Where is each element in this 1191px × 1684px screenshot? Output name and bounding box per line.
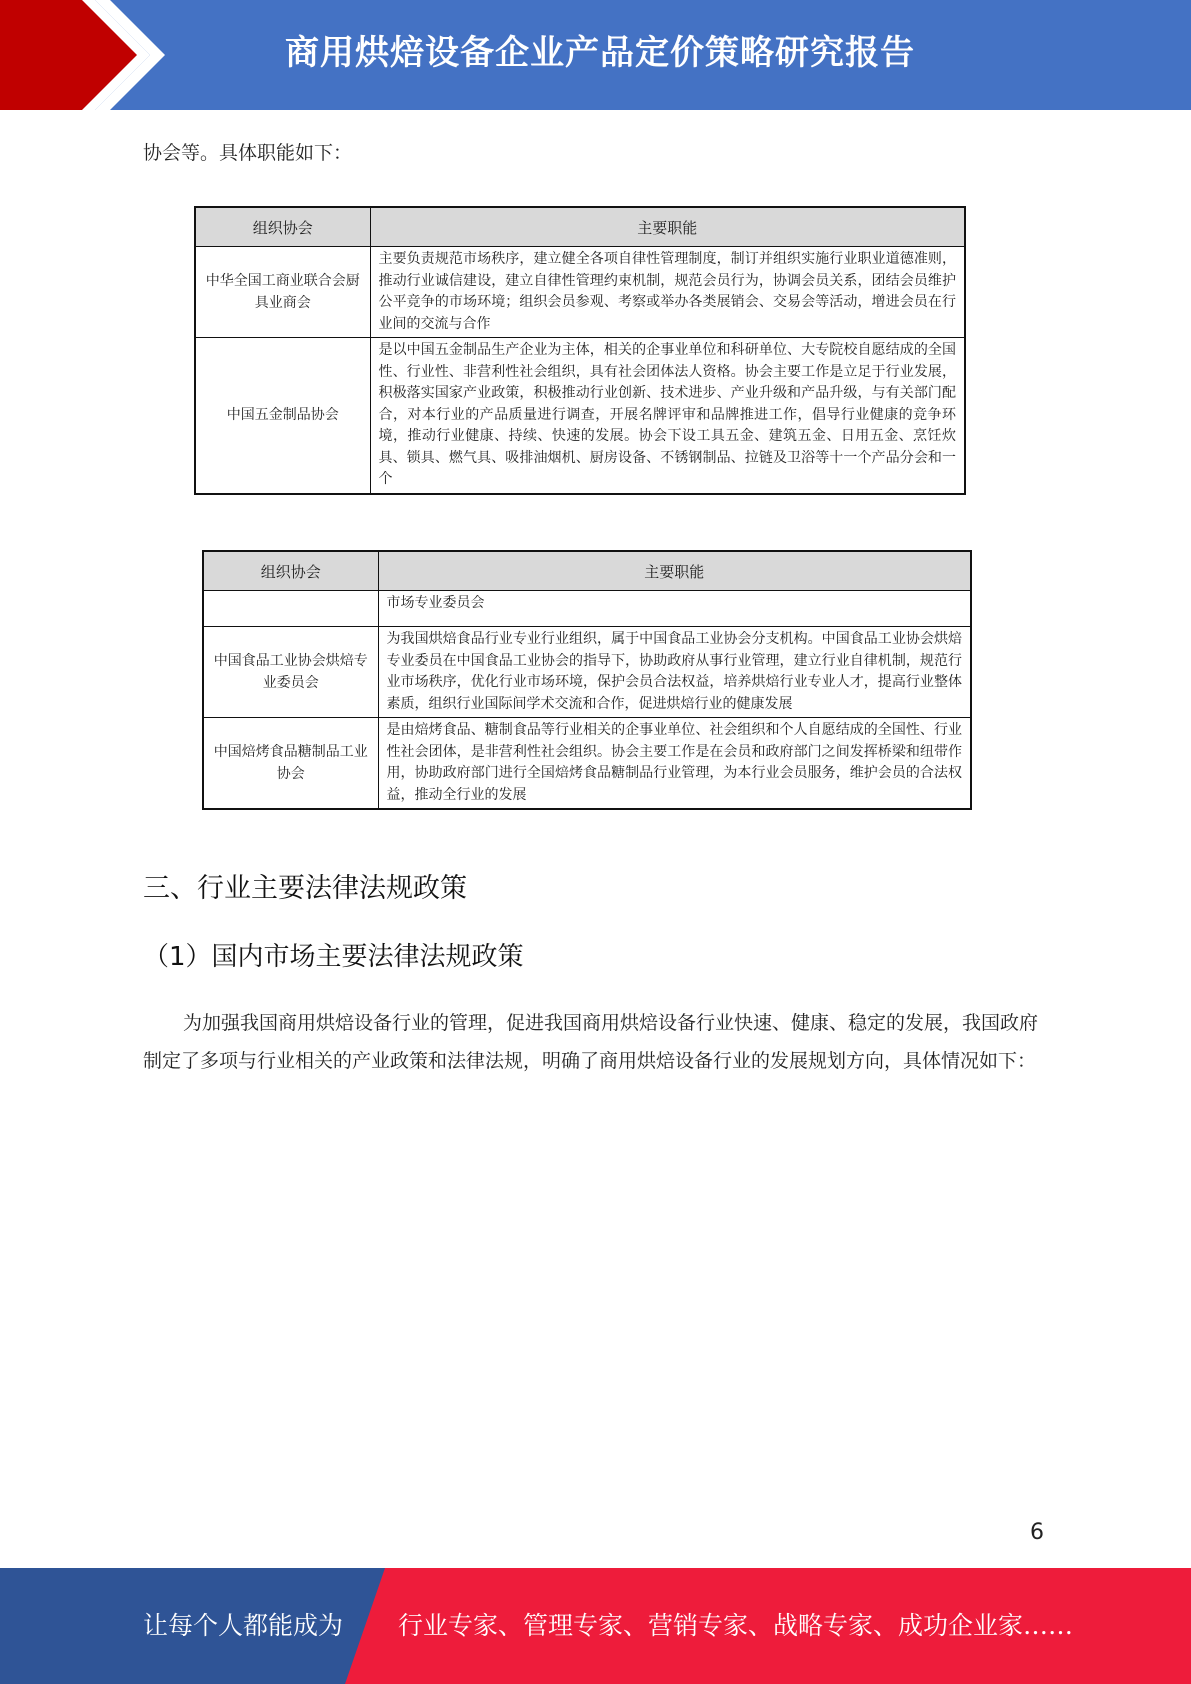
org-function: 市场专业委员会: [378, 591, 971, 627]
column-header-function: 主要职能: [378, 551, 971, 591]
table-row: [195, 247, 965, 338]
page-footer: [0, 1568, 1191, 1684]
table-header-row: [195, 207, 965, 247]
body-paragraph: 为加强我国商用烘焙设备行业的管理，促进我国商用烘焙设备行业快速、健康、稳定的发展，我国政府制定了多项与行业相关的产业政策和法律法规，明确了商用烘焙设备行业的发展规划方向，具体情况如下：: [143, 1012, 1039, 1072]
column-header-org: 组织协会: [195, 207, 370, 247]
intro-text: 协会等。具体职能如下：: [143, 142, 353, 164]
org-name: 中华全国工商业联合会厨具业商会: [195, 247, 370, 338]
table-row: [203, 591, 971, 627]
footer-slogan-right: 行业专家、管理专家、营销专家、战略专家、成功企业家……: [398, 1611, 1074, 1640]
org-function: 为我国烘焙食品行业专业行业组织，属于中国食品工业协会分支机构。中国食品工业协会烘焙专业委员在中国食品工业协会的指导下，协助政府从事行业管理，建立行业自律机制，规范行业市场秩序，优化行业市场环境，保护会员合法权益，培养烘焙行业专业人才，提高行业整体素质，组织行业国际间学术交流和合作，促进烘焙行业的健康发展: [378, 627, 971, 718]
column-header-function: 主要职能: [370, 207, 965, 247]
subsection-heading: （1）国内市场主要法律法规政策: [143, 942, 524, 972]
org-name: 中国焙烤食品糖制品工业协会: [203, 718, 378, 810]
association-table-1: [194, 206, 966, 495]
org-function: 主要负责规范市场秩序，建立健全各项自律性管理制度，制订并组织实施行业职业道德准则，推动行业诚信建设，建立自律性管理约束机制，规范会员行为，协调会员关系，团结会员维护公平竞争的市场环境；组织会员参观、考察或举办各类展销会、交易会等活动，增进会员在行业间的交流与合作: [370, 247, 965, 338]
report-title: 商用烘焙设备企业产品定价策略研究报告: [285, 33, 915, 73]
org-name: [203, 591, 378, 627]
section-heading: 三、行业主要法律法规政策: [143, 873, 467, 904]
page-header: [0, 0, 1191, 110]
org-name: 中国五金制品协会: [195, 338, 370, 494]
table-row: [203, 718, 971, 810]
table-header-row: [203, 551, 971, 591]
association-table-2: [202, 550, 972, 810]
org-function: 是由焙烤食品、糖制食品等行业相关的企事业单位、社会组织和个人自愿结成的全国性、行业性社会团体，是非营利性社会组织。协会主要工作是在会员和政府部门之间发挥桥梁和纽带作用，协助政府部门进行全国焙烤食品糖制品行业管理，为本行业会员服务，维护会员的合法权益，推动全行业的发展: [378, 718, 971, 810]
footer-slogan-left: 让每个人都能成为: [143, 1611, 344, 1640]
table-row: [203, 627, 971, 718]
org-name: 中国食品工业协会烘焙专业委员会: [203, 627, 378, 718]
org-function: 是以中国五金制品生产企业为主体，相关的企事业单位和科研单位、大专院校自愿结成的全国性、行业性、非营利性社会组织，具有社会团体法人资格。协会主要工作是立足于行业发展，积极落实国家产业政策，积极推动行业创新、技术进步、产业升级和产品升级，与有关部门配合，对本行业的产品质量进行调查，开展名牌评审和品牌推进工作，倡导行业健康的竞争环境，推动行业健康、持续、快速的发展。协会下设工具五金、建筑五金、日用五金、烹饪炊具、锁具、燃气具、吸排油烟机、厨房设备、不锈钢制品、拉链及卫浴等十一个产品分会和一个: [370, 338, 965, 494]
page-number: 6: [1030, 1520, 1044, 1545]
column-header-org: 组织协会: [203, 551, 378, 591]
table-row: [195, 338, 965, 494]
